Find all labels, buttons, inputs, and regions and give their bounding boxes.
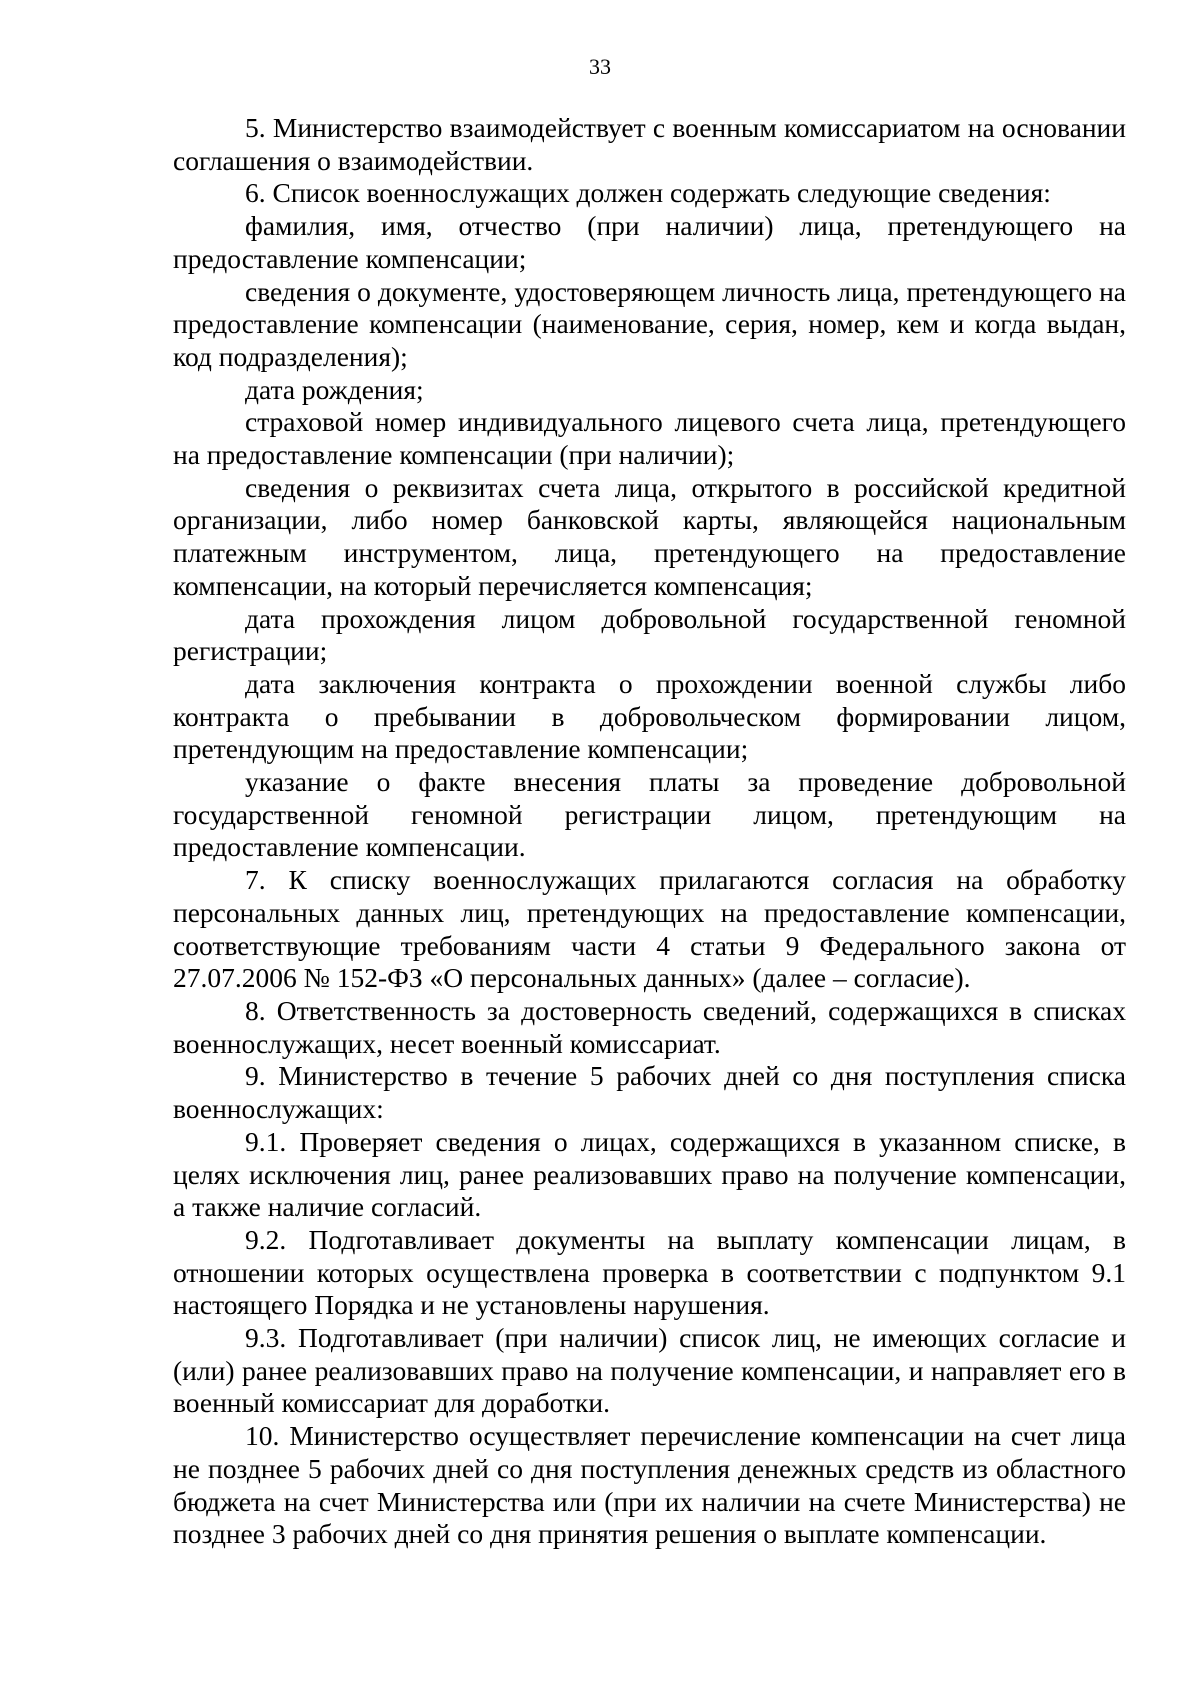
paragraph-9: 9. Министерство в течение 5 рабочих дней со дня поступления списка военнослужащих: [173, 1060, 1126, 1125]
paragraph-6: 6. Список военнослужащих должен содержать следующие сведения: [245, 177, 1051, 209]
list-item-genomic-registration-date: дата прохождения лицом добровольной государственной геномной регистрации; [173, 602, 1126, 667]
list-item-identity-document: сведения о документе, удостоверяющем личность лица, претендующего на предоставление компенсации (наименование, серия, номер, кем и когда выдан, код подразделения); [173, 275, 1126, 372]
document-body [173, 112, 1126, 1551]
list-item-insurance-number: страховой номер индивидуального лицевого счета лица, претендующего на предоставление компенсации (при наличии); [173, 406, 1126, 471]
list-item-payment-fact: указание о факте внесения платы за проведение добровольной государственной геномной регистрации лицом, претендующим на предоставление компенсации. [173, 766, 1126, 863]
paragraph-5: 5. Министерство взаимодействует с военным комиссариатом на основании соглашения о взаимодействии. [173, 112, 1126, 176]
paragraph-10: 10. Министерство осуществляет перечисление компенсации на счет лица не позднее 5 рабочих дней со дня поступления денежных средств из областного бюджета на счет Министерства или (при их наличии на счете Министерства) не позднее 3 рабочих дней со дня принятия решения о выплате компенсации. [173, 1420, 1126, 1550]
paragraph-9-1: 9.1. Проверяет сведения о лицах, содержащихся в указанном списке, в целях исключения лиц, ранее реализовавших право на получение компенсации, а также наличие согласий. [173, 1125, 1126, 1223]
list-item-contract-date: дата заключения контракта о прохождении военной службы либо контракта о пребывании в добровольческом формировании лицом, претендующим на предоставление компенсации; [173, 667, 1126, 765]
list-item-birth-date: дата рождения; [245, 373, 424, 405]
list-item-full-name: фамилия, имя, отчество (при наличии) лица, претендующего на предоставление компенсации; [173, 210, 1126, 274]
paragraph-7: 7. К списку военнослужащих прилагаются согласия на обработку персональных данных лиц, претендующих на предоставление компенсации, соответствующие требованиям части 4 статьи 9 Федерального закона от 27.07.2006 № 152-ФЗ «О персональных данных» (далее – согласие). [173, 864, 1126, 994]
paragraph-9-3: 9.3. Подготавливает (при наличии) список лиц, не имеющих согласие и (или) ранее реализовавших право на получение компенсации, и направляет его в военный комиссариат для доработки. [173, 1322, 1126, 1419]
page-number: 33 [589, 54, 611, 79]
list-item-bank-details: сведения о реквизитах счета лица, открытого в российской кредитной организации, либо номер банковской карты, являющейся национальным платежным инструментом, лица, претендующего на предоставление компенсации, на который перечисляется компенсация; [173, 471, 1126, 601]
paragraph-9-2: 9.2. Подготавливает документы на выплату компенсации лицам, в отношении которых осуществлена проверка в соответствии с подпунктом 9.1 настоящего Порядка и не установлены нарушения. [173, 1223, 1126, 1321]
paragraph-8: 8. Ответственность за достоверность сведений, содержащихся в списках военнослужащих, несет военный комиссариат. [173, 994, 1126, 1059]
